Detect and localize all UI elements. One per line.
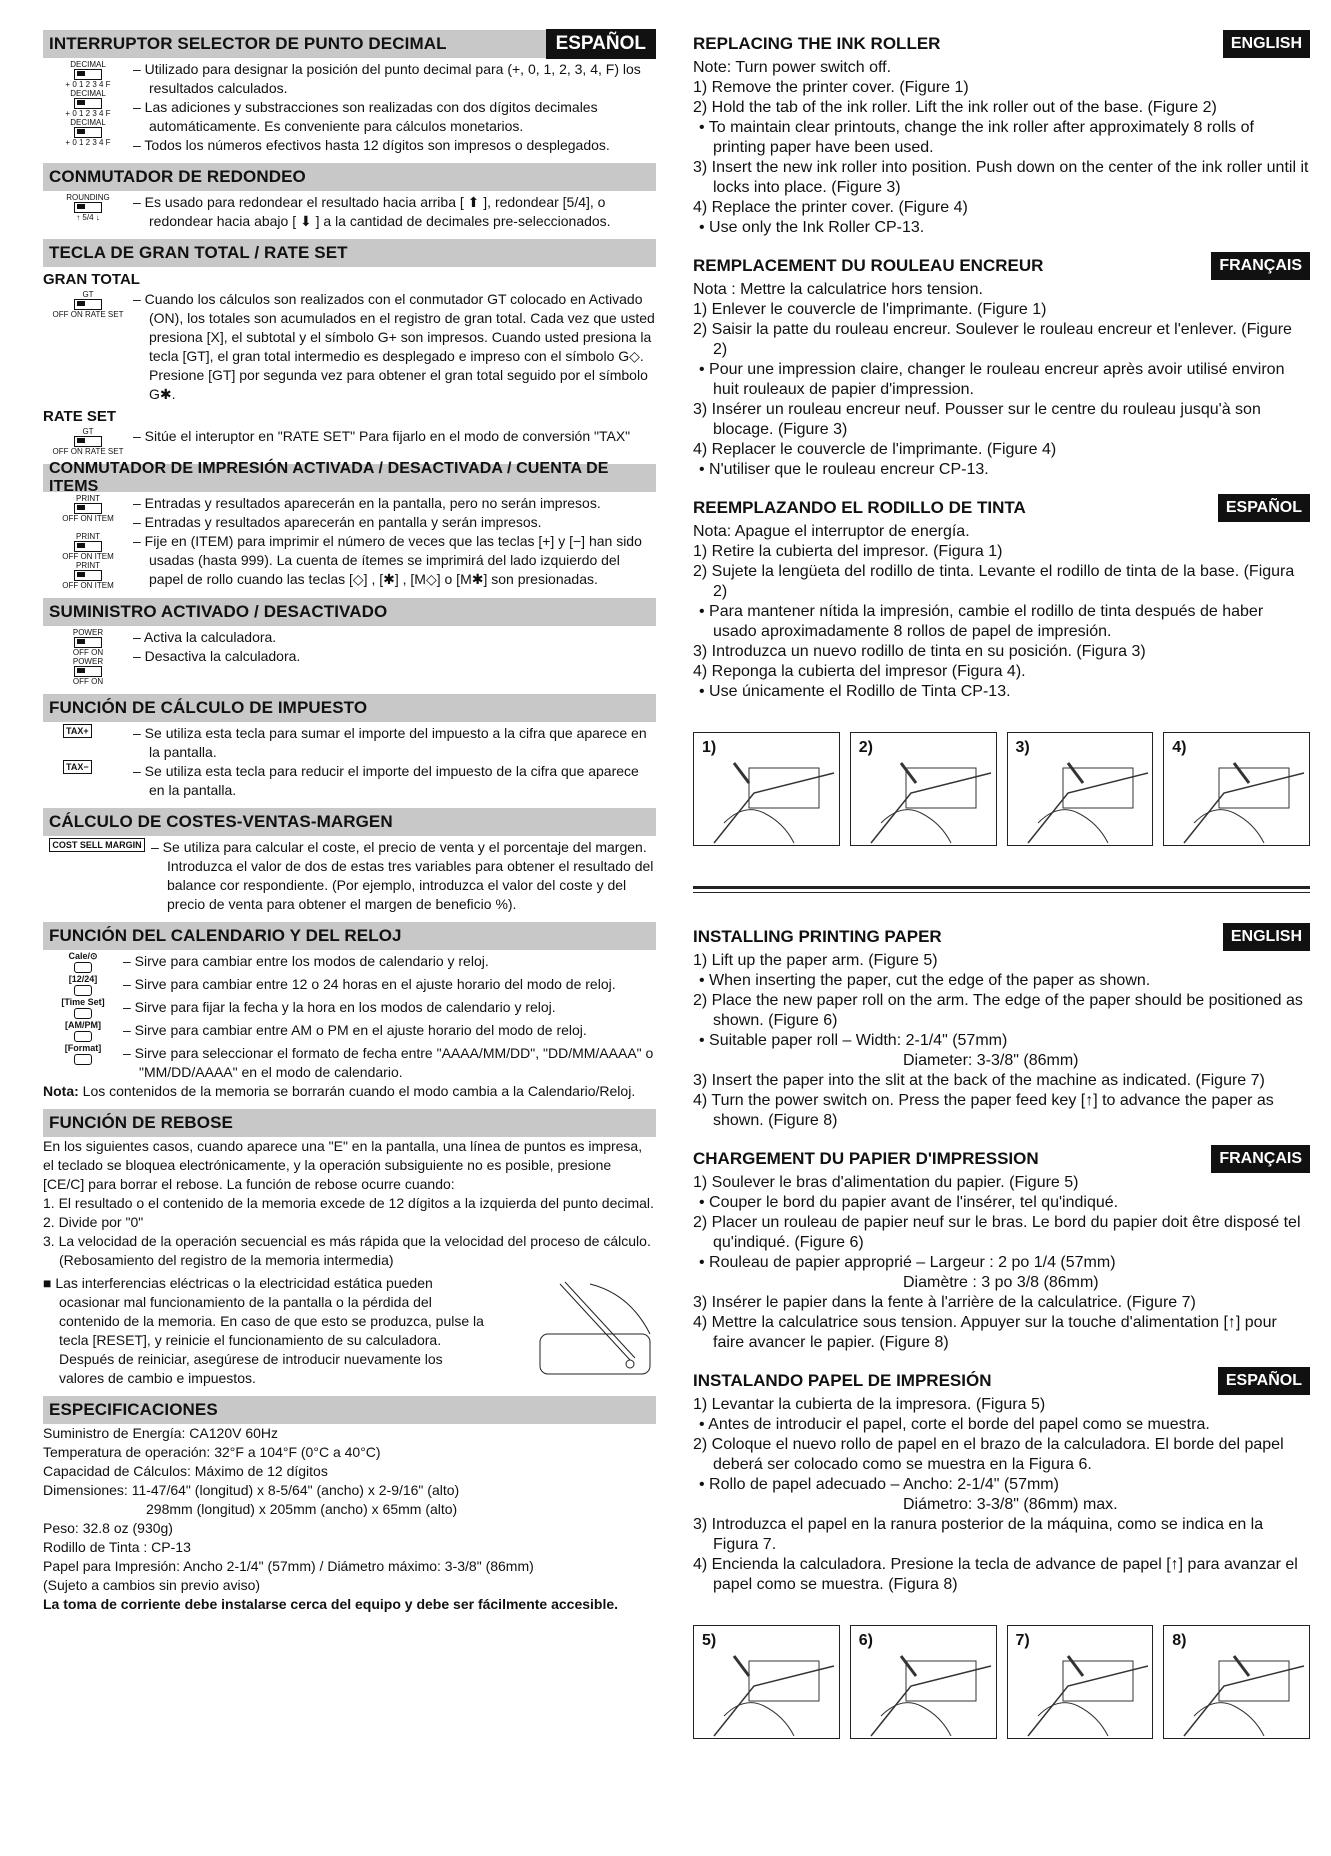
- text-line: – Es usado para redondear el resultado hacia arriba [ ⬆ ], redondear [5/4], o redondear hacia abajo [ ⬇ ] a la cantidad de decimales pre-seleccionados.: [133, 194, 611, 229]
- calendar-note: Nota: Los contenidos de la memoria se borrarán cuando el modo cambia a la Calendario/Reloj.: [43, 1083, 636, 1099]
- text-line: – Cuando los cálculos son realizados con el conmutador GT colocado en Activado (ON), los totales son acumulados en el registro de gran total. Cada vez que usted presiona [X], el subtotal y el símbolo G+ son impresos. Cuando usted presiona la tecla [GT], el gran total intermedio es desplegado e impreso con el símbolo G◇. Presione [GT] por segunda vez para obtener el gran total seguido por el símbolo G✱.: [133, 291, 655, 402]
- figure-panel: [693, 732, 840, 846]
- spec-line: Peso: 32.8 oz (930g): [43, 1520, 173, 1536]
- outlet-warning: La toma de corriente debe instalarse cerca del equipo y debe ser fácilmente accesible.: [43, 1596, 619, 1612]
- spec-line: Dimensiones: 11-47/64" (longitud) x 8-5/64" (ancho) x 2-9/16" (alto): [43, 1482, 460, 1498]
- text-line: 4) Replacer le couvercle de l'imprimante. (Figure 4): [693, 441, 1057, 458]
- calendar-key-icon: [AM/PM]: [43, 1021, 123, 1042]
- rounding-switch-icon: ROUNDING ↑ 5/4 ↓: [66, 193, 110, 222]
- ink-roller-figures: [693, 732, 1310, 846]
- text-line: – Todos los números efectivos hasta 12 dígitos son impresos o desplegados.: [133, 137, 610, 153]
- reset-hand-illustration: [490, 1274, 656, 1384]
- left-column: [43, 30, 656, 1614]
- text-line: • Pour une impression claire, changer le rouleau encreur après avoir utilisé environ huit rouleaux de papier d'impression.: [699, 361, 1285, 398]
- section-header-print: [43, 460, 656, 495]
- section-title: CHARGEMENT DU PAPIER D'IMPRESSION: [693, 1149, 1039, 1168]
- calendar-row: [43, 952, 656, 973]
- gt-switch-icon: GT OFF ON RATE SET: [52, 290, 124, 319]
- power-switch-icon: POWER OFF ON POWER OFF ON: [72, 628, 104, 686]
- text-line: 4) Encienda la calculadora. Presione la tecla de advance de papel [↑] para avanzar el papel como se muestra. (Figura 8): [693, 1556, 1298, 1593]
- figure-number: 8): [1172, 1632, 1187, 1649]
- text-line: 2) Placer un rouleau de papier neuf sur le bras. Le bord du papier doit être disposé tel qu'indiqué. (Figure 6): [693, 1214, 1301, 1251]
- text-line: 1) Retire la cubierta del impresor. (Figura 1): [693, 543, 1003, 560]
- text-line: 3) Introduzca un nuevo rodillo de tinta en su posición. (Figura 3): [693, 643, 1146, 660]
- decimal-row: [43, 60, 656, 155]
- text-line: • Rollo de papel adecuado – Ancho: 2-1/4" (57mm): [699, 1476, 1059, 1493]
- overflow-list-item: 3. La velocidad de la operación secuencial es más rápida que la velocidad del proceso de cálculo. (Rebosamiento del registro de la memoria intermedia): [43, 1233, 651, 1268]
- text-line: 2) Hold the tab of the ink roller. Lift the ink roller out of the base. (Figure 2): [693, 99, 1217, 116]
- right-column: [693, 30, 1310, 1739]
- text-line: • Antes de introducir el papel, corte el borde del papel como se muestra.: [699, 1416, 1210, 1433]
- section-title: REMPLACEMENT DU ROULEAU ENCREUR: [693, 256, 1044, 275]
- tax-keys: [43, 724, 133, 774]
- right-section-r2: [693, 252, 1310, 480]
- right-section-r6: [693, 1367, 1310, 1595]
- text-line: – Sirve para fijar la fecha y la hora en los modos de calendario y reloj.: [123, 999, 556, 1015]
- section-header-power: [43, 598, 656, 626]
- text-line: Diamètre : 3 po 3/8 (86mm): [903, 1274, 1099, 1291]
- text-line: • Couper le bord du papier avant de l'insérer, tel qu'indiqué.: [699, 1194, 1119, 1211]
- language-badge: ENGLISH: [1223, 923, 1310, 951]
- tax-plus-key-icon: TAX+: [63, 724, 92, 738]
- text-line: • Rouleau de papier approprié – Largeur : 2 po 1/4 (57mm): [699, 1254, 1116, 1271]
- section-title: INSTALLING PRINTING PAPER: [693, 927, 942, 946]
- text-line: – Entradas y resultados aparecerán en la pantalla, pero no serán impresos.: [133, 495, 601, 511]
- right-section-header: [693, 494, 1310, 522]
- text-line: 3) Introduzca el papel en la ranura posterior de la máquina, como se indica en la Figura 7.: [693, 1516, 1264, 1553]
- calendar-row: [43, 1021, 656, 1042]
- text-line: • Use only the Ink Roller CP-13.: [699, 219, 925, 236]
- figure-panel: [850, 732, 997, 846]
- section-title: ESPECIFICACIONES: [49, 1400, 218, 1419]
- language-badge: FRANÇAIS: [1211, 1145, 1310, 1173]
- language-badge: ENGLISH: [1223, 30, 1310, 58]
- text-line: – Se utiliza para calcular el coste, el precio de venta y el porcentaje del margen. Introduzca el valor de dos de estas tres variables para obtener el resultado del balance cor respondiente. (Por ejemplo, introduzca el valor del coste y del precio de venta para obtener el margen de beneficio %).: [151, 839, 654, 912]
- tax-row: [43, 724, 656, 800]
- text-line: – Desactiva la calculadora.: [133, 648, 301, 664]
- tax-minus-key-icon: TAX−: [63, 760, 92, 774]
- figure-number: 1): [702, 739, 717, 756]
- language-badge: ESPAÑOL: [546, 29, 656, 59]
- right-section-r1: [693, 30, 1310, 238]
- overflow-list-item: 1. El resultado o el contenido de la memoria excede de 12 dígitos a la izquierda del punto decimal.: [43, 1195, 654, 1211]
- figure-number: 5): [702, 1632, 717, 1649]
- spec-line: Papel para Impresión: Ancho 2-1/4" (57mm) / Diámetro máximo: 3-3/8" (86mm): [43, 1558, 534, 1574]
- section-header-specs: [43, 1396, 656, 1424]
- text-line: 1) Soulever le bras d'alimentation du papier. (Figure 5): [693, 1174, 1079, 1191]
- text-line: – Entradas y resultados aparecerán en pantalla y serán impresos.: [133, 514, 542, 530]
- text-line: – Las adiciones y substracciones son realizadas con dos dígitos decimales automáticamente. Es conveniente para cálculos monetarios.: [133, 99, 598, 134]
- text-line: 4) Replace the printer cover. (Figure 4): [693, 199, 968, 216]
- figure-panel: [693, 1625, 840, 1739]
- section-title: TECLA DE GRAN TOTAL / RATE SET: [49, 243, 348, 262]
- figure-number: 4): [1172, 739, 1187, 756]
- text-line: – Sirve para seleccionar el formato de fecha entre "AAAA/MM/DD", "DD/MM/AAAA" o "MM/DD/AAAA" en el modo de calendario.: [123, 1045, 654, 1080]
- section-header-rounding: [43, 163, 656, 191]
- text-line: 2) Coloque el nuevo rollo de papel en el brazo de la calculadora. El borde del papel deberá ser colocado como se muestra en la Figura 6.: [693, 1436, 1284, 1473]
- calendar-row: [43, 998, 656, 1019]
- right-section-r3: [693, 494, 1310, 702]
- section-title: REEMPLAZANDO EL RODILLO DE TINTA: [693, 498, 1026, 517]
- figure-number: 3): [1015, 739, 1030, 756]
- right-section-header: [693, 252, 1310, 280]
- right-section-header: [693, 1367, 1310, 1395]
- rate-switch-icon: GT OFF ON RATE SET: [52, 427, 124, 456]
- section-title: CÁLCULO DE COSTES-VENTAS-MARGEN: [49, 812, 393, 831]
- spec-line: Capacidad de Cálculos: Máximo de 12 dígitos: [43, 1463, 328, 1479]
- spec-line: Rodillo de Tinta : CP-13: [43, 1539, 191, 1555]
- text-line: Diámetro: 3-3/8" (86mm) max.: [903, 1496, 1118, 1513]
- note-line: Nota : Mettre la calculatrice hors tension.: [693, 281, 983, 298]
- language-badge: ESPAÑOL: [1218, 1367, 1310, 1395]
- power-row: [43, 628, 656, 686]
- rate-label: RATE SET: [43, 408, 117, 425]
- overflow-list-item: 2. Divide por "0": [43, 1214, 144, 1230]
- section-title: CONMUTADOR DE REDONDEO: [49, 167, 306, 186]
- language-badge: FRANÇAIS: [1211, 252, 1310, 280]
- text-line: 2) Saisir la patte du rouleau encreur. Soulever le rouleau encreur et l'enlever. (Figure 2): [693, 321, 1292, 358]
- section-title: CONMUTADOR DE IMPRESIÓN ACTIVADA / DESACTIVADA / CUENTA DE ITEMS: [49, 460, 609, 495]
- section-title: INTERRUPTOR SELECTOR DE PUNTO DECIMAL: [49, 34, 447, 53]
- paper-figures: [693, 1625, 1310, 1739]
- calendar-row: [43, 1044, 656, 1082]
- right-section-header: [693, 923, 1310, 951]
- text-line: – Se utiliza esta tecla para reducir el importe del impuesto de la cifra que aparece en la pantalla.: [133, 763, 639, 798]
- text-line: – Se utiliza esta tecla para sumar el importe del impuesto a la cifra que aparece en la pantalla.: [133, 725, 647, 760]
- rounding-row: [43, 193, 656, 231]
- text-line: – Sitúe el interuptor en "RATE SET" Para fijarlo en el modo de conversión "TAX": [133, 428, 631, 444]
- right-section-r5: [693, 1145, 1310, 1353]
- figure-number: 7): [1015, 1632, 1030, 1649]
- text-line: 2) Sujete la lengüeta del rodillo de tinta. Levante el rodillo de tinta de la base. (Figura 2): [693, 563, 1295, 600]
- figure-panel: [850, 1625, 997, 1739]
- right-section-header: [693, 1145, 1310, 1173]
- section-header-decimal: [43, 30, 656, 58]
- calendar-row: [43, 975, 656, 996]
- figure-panel: [1163, 1625, 1310, 1739]
- calendar-key-icon: [Format]: [43, 1044, 123, 1065]
- decimal-switch-icon: DECIMAL + 0 1 2 3 4 F DECIMAL + 0 1 2 3 4 F DECIMAL + 0 1 2 3 4 F: [65, 60, 111, 147]
- figure-number: 2): [858, 739, 873, 756]
- spec-line: 298mm (longitud) x 205mm (ancho) x 65mm (alto): [146, 1501, 458, 1517]
- text-line: – Sirve para cambiar entre 12 o 24 horas en el ajuste horario del modo de reloj.: [123, 976, 616, 992]
- spec-lines: [43, 1424, 656, 1595]
- text-line: – Sirve para cambiar entre los modos de calendario y reloj.: [123, 953, 489, 969]
- text-line: Diameter: 3-3/8" (86mm): [903, 1052, 1079, 1069]
- text-line: 3) Insérer le papier dans la fente à l'arrière de la calculatrice. (Figure 7): [693, 1294, 1196, 1311]
- calendar-key-icon: [12/24]: [43, 975, 123, 996]
- spec-line: Temperatura de operación: 32°F a 104°F (0°C a 40°C): [43, 1444, 381, 1460]
- text-line: 3) Insérer un rouleau encreur neuf. Pousser sur le centre du rouleau jusqu'à son blocage. (Figure 3): [693, 401, 1261, 438]
- right-section-header: [693, 30, 1310, 58]
- text-line: – Activa la calculadora.: [133, 629, 277, 645]
- gt-row: [43, 290, 656, 404]
- text-line: 1) Enlever le couvercle de l'imprimante. (Figure 1): [693, 301, 1047, 318]
- double-rule-divider: [693, 886, 1310, 893]
- calendar-key-icon: Cale/⊙: [43, 952, 123, 973]
- text-line: 2) Place the new paper roll on the arm. The edge of the paper should be positioned as shown. (Figure 6): [693, 992, 1303, 1029]
- text-line: • Use únicamente el Rodillo de Tinta CP-13.: [699, 683, 1011, 700]
- print-row: [43, 494, 656, 590]
- text-line: 4) Reponga la cubierta del impresor (Figura 4).: [693, 663, 1026, 680]
- print-switch-icon: PRINT OFF ON ITEM PRINT OFF ON ITEM PRINT OFF ON ITEM: [62, 494, 114, 590]
- section-title: INSTALANDO PAPEL DE IMPRESIÓN: [693, 1371, 992, 1390]
- text-line: 3) Insert the paper into the slit at the back of the machine as indicated. (Figure 7): [693, 1072, 1265, 1089]
- language-badge: ESPAÑOL: [1218, 494, 1310, 522]
- text-line: – Sirve para cambiar entre AM o PM en el ajuste horario del modo de reloj.: [123, 1022, 587, 1038]
- spec-line: (Sujeto a cambios sin previo aviso): [43, 1577, 261, 1593]
- cost-sell-margin-keys-icon: COST SELL MARGIN: [43, 838, 151, 852]
- note-line: Note: Turn power switch off.: [693, 59, 892, 76]
- section-title: SUMINISTRO ACTIVADO / DESACTIVADO: [49, 602, 388, 621]
- figure-panel: [1163, 732, 1310, 846]
- section-header-overflow: [43, 1109, 656, 1137]
- figure-number: 6): [858, 1632, 873, 1649]
- text-line: 1) Levantar la cubierta de la impresora. (Figura 5): [693, 1396, 1046, 1413]
- text-line: – Utilizado para designar la posición del punto decimal para (+, 0, 1, 2, 3, 4, F) los resultados calculados.: [133, 61, 641, 96]
- section-header-tax: [43, 694, 656, 722]
- text-line: – Fije en (ITEM) para imprimir el número de veces que las teclas [+] y [−] han sido usadas (hasta 999). La cuenta de ítemes se imprimirá del lado izquierdo del papel de rollo cuando las teclas [◇] , [✱] , [M◇] o [M✱] son presionadas.: [133, 533, 642, 587]
- section-title: REPLACING THE INK ROLLER: [693, 34, 941, 53]
- calendar-rows: [43, 952, 656, 1082]
- section-title: FUNCIÓN DE CÁLCULO DE IMPUESTO: [49, 698, 368, 717]
- section-header-calendar: [43, 922, 656, 950]
- text-line: 3) Insert the new ink roller into position. Push down on the center of the ink roller until it locks into place. (Figure 3): [693, 159, 1309, 196]
- figure-panel: [1007, 732, 1154, 846]
- calendar-key-icon: [Time Set]: [43, 998, 123, 1019]
- text-line: • When inserting the paper, cut the edge of the paper as shown.: [699, 972, 1151, 989]
- text-line: • Suitable paper roll – Width: 2-1/4" (57mm): [699, 1032, 1008, 1049]
- right-section-r4: [693, 923, 1310, 1131]
- section-header-grand-total: [43, 239, 656, 267]
- overflow-paragraph: En los siguientes casos, cuando aparece una "E" en la pantalla, una línea de puntos es impresa, el teclado se bloquea electrónicamente, y la operación subsiguiente no es posible, presione [CE/C] para borrar el rebose. La función de rebose ocurre cuando:: [43, 1138, 643, 1192]
- gt-label: GRAN TOTAL: [43, 271, 140, 288]
- section-header-cost-sell: [43, 808, 656, 836]
- text-line: 1) Remove the printer cover. (Figure 1): [693, 79, 969, 96]
- spec-line: Suministro de Energía: CA120V 60Hz: [43, 1425, 279, 1441]
- note-line: Nota: Apague el interruptor de energía.: [693, 523, 970, 540]
- section-title: FUNCIÓN DEL CALENDARIO Y DEL RELOJ: [49, 926, 402, 945]
- text-line: 4) Turn the power switch on. Press the paper feed key [↑] to advance the paper as shown. (Figure 8): [693, 1092, 1274, 1129]
- reset-paragraph: ■ Las interferencias eléctricas o la electricidad estática pueden ocasionar mal funcionamiento de la pantalla o la pérdida del contenido de la memoria. En caso de que esto se produzca, pulse la tecla [RESET], y reinicie el funcionamiento de su calculadora. Después de reiniciar, asegúrese de introducir nuevamente los valores de cambio e impuestos.: [43, 1275, 484, 1386]
- cost-row: [43, 838, 656, 914]
- rate-row: [43, 427, 656, 456]
- text-line: 4) Mettre la calculatrice sous tension. Appuyer sur la touche d'alimentation [↑] pour faire avancer le papier. (Figure 8): [693, 1314, 1277, 1351]
- text-line: • Para mantener nítida la impresión, cambie el rodillo de tinta después de haber usado aproximadamente 8 rollos de papel de impresión.: [699, 603, 1264, 640]
- text-line: 1) Lift up the paper arm. (Figure 5): [693, 952, 938, 969]
- figure-panel: [1007, 1625, 1154, 1739]
- section-title: FUNCIÓN DE REBOSE: [49, 1113, 233, 1132]
- text-line: • N'utiliser que le rouleau encreur CP-13.: [699, 461, 989, 478]
- text-line: • To maintain clear printouts, change the ink roller after approximately 8 rolls of printing paper have been used.: [699, 119, 1254, 156]
